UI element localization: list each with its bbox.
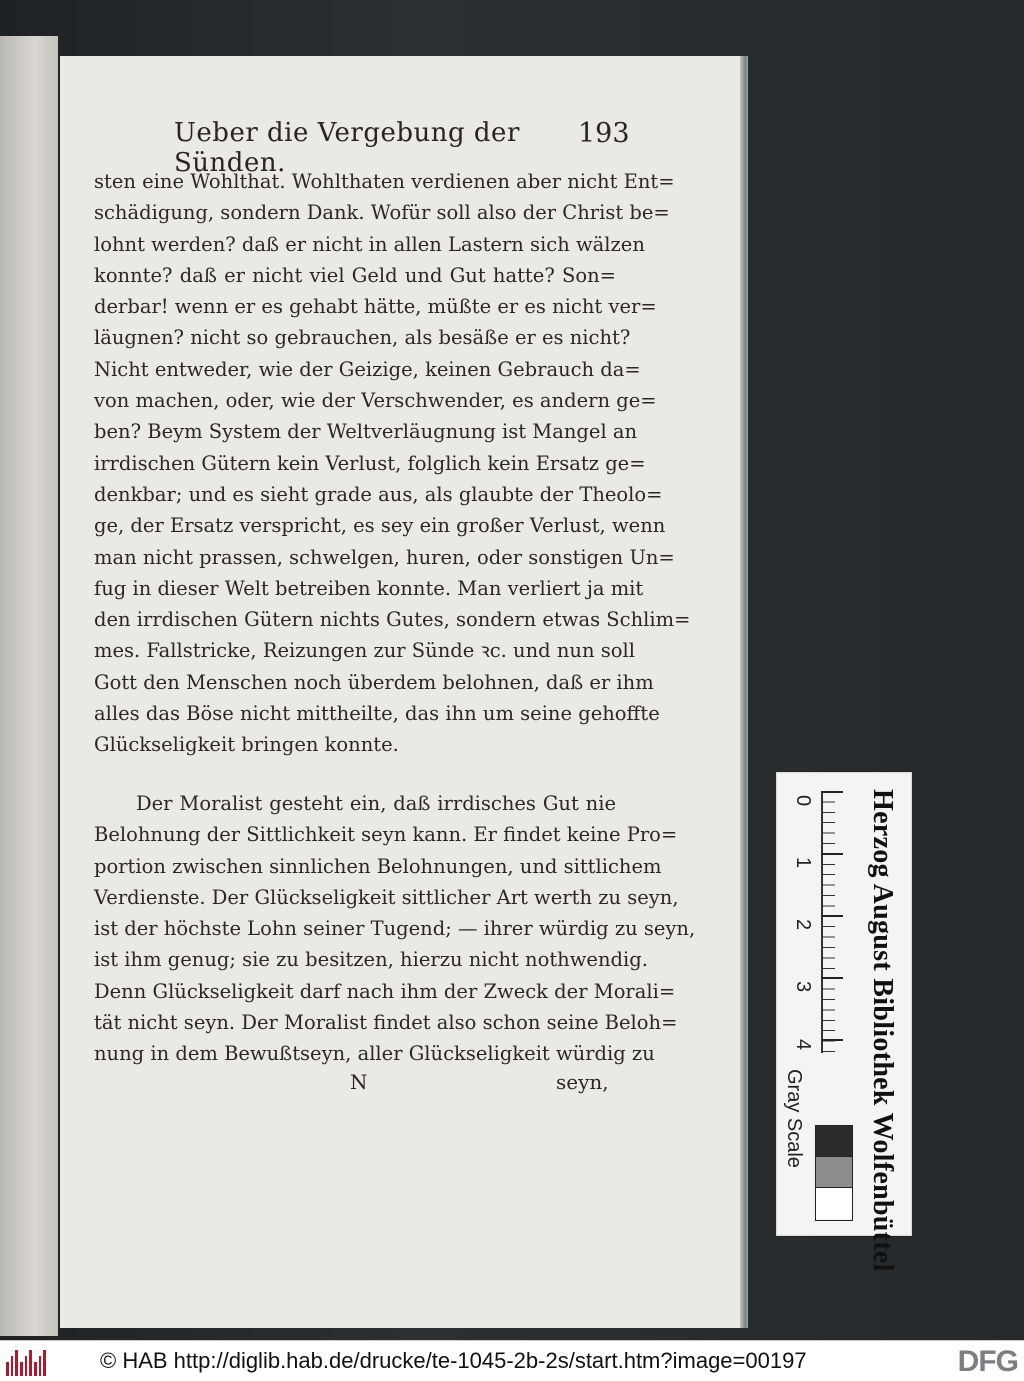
text-line: ge, der Ersatz verspricht, es sey ein großer Verlust, wenn [94,514,666,538]
ruler-major-tick [821,791,843,793]
centimeter-ruler [785,781,841,1113]
paragraph-2 [94,788,696,1070]
text-line: Glückseligkeit bringen konnte. [94,733,399,757]
page-number: 193 [578,118,630,149]
ruler-number: 4 [792,1038,815,1051]
footer-bar [0,1340,1024,1381]
text-line: man nicht prassen, schwelgen, huren, oder sonstigen Un= [94,545,675,569]
text-line: den irrdischen Gütern nichts Gutes, sondern etwas Schlim= [94,608,691,632]
catchword: seyn, [556,1070,609,1094]
ruler-major-tick [821,915,843,917]
ruler-number: 0 [792,794,815,807]
previous-page-edge [0,36,58,1336]
ruler-major-tick [821,977,843,979]
text-line: alles das Böse nicht mittheilte, das ihn um seine gehoffte [94,702,660,726]
text-line: portion zwischen sinnlichen Belohnungen, und sittlichem [94,854,662,878]
text-line: konnte? daß er nicht viel Geld und Gut hatte? Son= [94,263,616,287]
ruler-ticks [821,791,845,1053]
hab-logo-bar [11,1356,14,1376]
text-line: tät nicht seyn. Der Moralist findet also schon seine Beloh= [94,1011,678,1035]
text-line: irrdischen Gütern kein Verlust, folglich kein Ersatz ge= [94,451,646,475]
text-line: Verdienste. Der Glückseligkeit sittlicher Art werth zu seyn, [94,885,679,909]
text-line: schädigung, sondern Dank. Wofür soll also der Christ be= [94,201,670,225]
text-line: von machen, oder, wie der Verschwender, es andern ge= [94,389,657,413]
ruler-major-tick [821,1039,843,1041]
hab-logo-bar [29,1350,32,1376]
swatch-dark [816,1126,852,1157]
ruler-number: 3 [792,980,815,993]
hab-logo-bar [25,1356,28,1376]
ruler-number: 2 [792,918,815,931]
hab-logo-icon [6,1346,46,1376]
ruler-major-tick [821,853,843,855]
swatch-mid [816,1157,852,1188]
text-line: denkbar; und es sieht grade aus, als glaubte der Theolo= [94,482,663,506]
text-line: Denn Glückseligkeit darf nach ihm der Zweck der Morali= [94,979,676,1003]
running-head: Ueber die Vergebung der Sünden. [174,118,520,178]
hab-logo-bar [15,1350,18,1376]
gray-scale-label: Gray Scale [783,1069,805,1168]
text-line: nung in dem Bewußtseyn, aller Glückseligkeit würdig zu [94,1042,655,1066]
ruler-number: 1 [792,856,815,869]
gray-scale-swatches [815,1125,853,1221]
copyright-link[interactable]: © HAB http://diglib.hab.de/drucke/te-1045-2b-2s/start.htm?image=00197 [100,1348,807,1373]
hab-logo-bar [43,1350,46,1376]
text-line: Nicht entweder, wie der Geizige, keinen Gebrauch da= [94,357,641,381]
page-edge [740,56,746,1328]
text-line: fug in dieser Welt betreiben konnte. Man verliert ja mit [94,576,644,600]
dfg-logo: DFG [957,1345,1018,1378]
color-scale-card [776,772,912,1272]
hab-logo-bar [34,1362,37,1376]
text-line: ist ihm genug; sie zu besitzen, hierzu nicht nothwendig. [94,948,648,972]
hab-logo-bar [6,1362,9,1376]
paragraph-1 [94,166,691,761]
text-line: lohnt werden? daß er nicht in allen Lastern sich wälzen [94,232,645,256]
swatch-light [816,1188,852,1219]
hab-logo-bar [20,1362,23,1376]
text-line: derbar! wenn er es gehabt hätte, müßte er es nicht ver= [94,295,657,319]
signature-mark: N [350,1070,368,1094]
text-line: mes. Fallstricke, Reizungen zur Sünde ꝛc. und nun soll [94,639,635,663]
text-line: Der Moralist gesteht ein, daß irrdisches Gut nie [136,792,616,815]
text-line: läugnen? nicht so gebrauchen, als besäße er es nicht? [94,326,631,350]
text-line: ist der höchste Lohn seiner Tugend; — ihrer würdig zu seyn, [94,917,696,941]
text-line: Belohnung der Sittlichkeit seyn kann. Er findet keine Pro= [94,823,678,847]
text-line: Gott den Menschen noch überdem belohnen, daß er ihm [94,670,654,694]
text-line: sten eine Wohlthat. Wohlthaten verdienen aber nicht Ent= [94,170,675,193]
hab-logo-bar [39,1356,42,1376]
institution-name: Herzog August Bibliothek Wolfenbüttel [867,789,898,1272]
text-line: ben? Beym System der Weltverläugnung ist Mangel an [94,420,638,444]
